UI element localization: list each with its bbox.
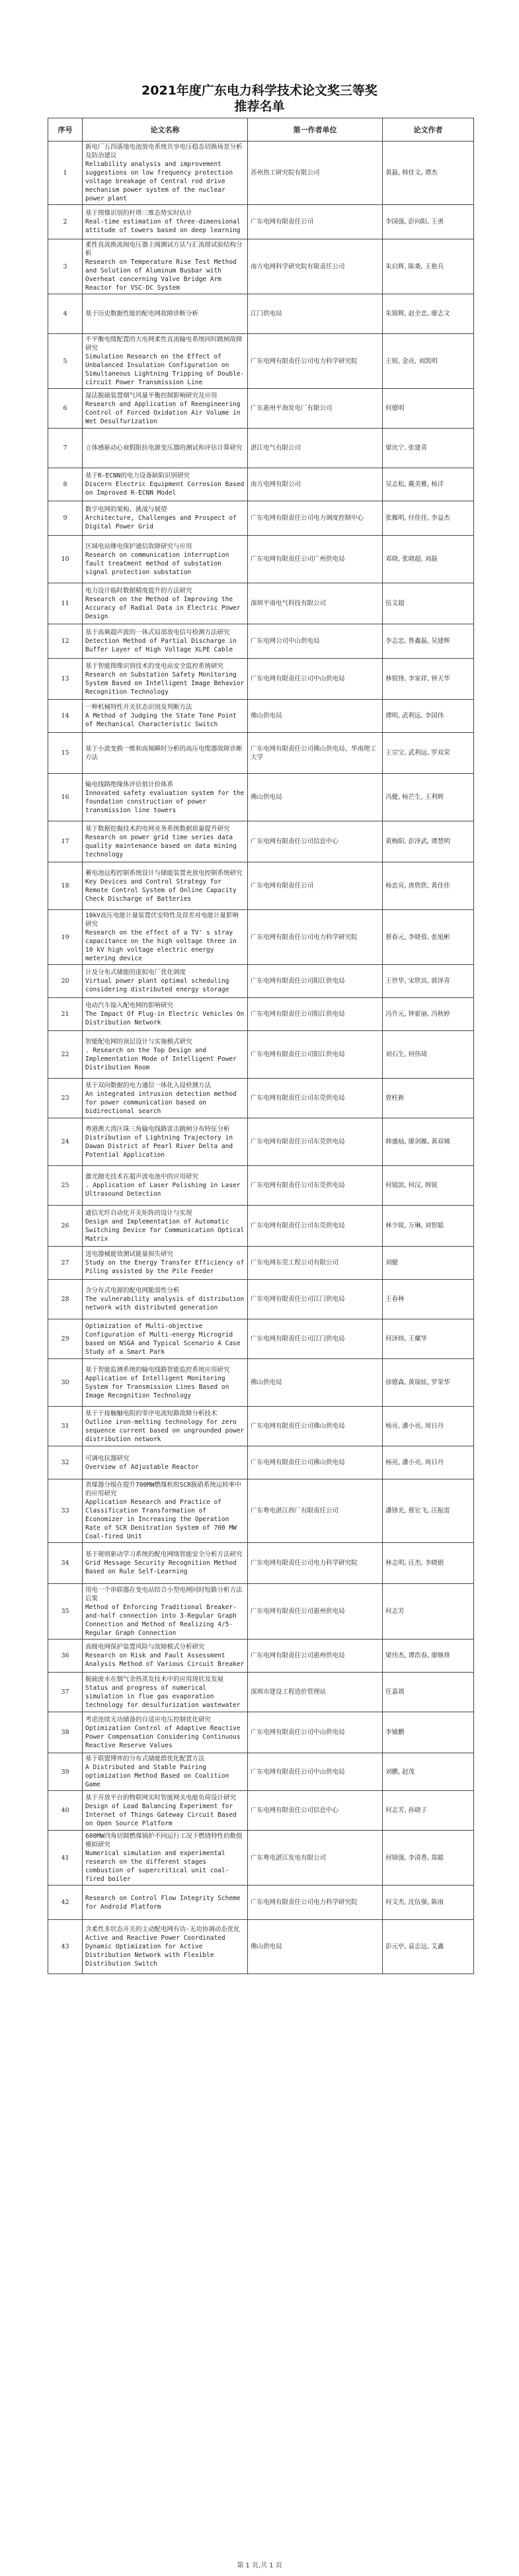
row-authors: 冯升元, 钟霍丽, 冯秋婷 — [383, 998, 474, 1031]
row-first-author-unit: 广东电网公司中山供电局 — [248, 624, 383, 659]
row-paper-title: 基于图像识别的杆塔三维态势实时估计 Real-time estimation of three-dimensional attitude of towers based on deep learning — [83, 205, 248, 239]
table-row — [48, 468, 474, 501]
row-authors: 王锐, 金亮, 刘凯明 — [383, 334, 474, 389]
row-first-author-unit: 广东电网有限责任公司惠州供电局 — [248, 1584, 383, 1640]
row-first-author-unit: 湛江电气有限公司 — [248, 429, 383, 468]
row-first-author-unit: 广东电网有限责任公司电力调度控制中心 — [248, 501, 383, 536]
row-paper-title: 基于开放平台的物联网实时智能网关电能负荷设计研究 Design of Load Balancing Experiment for Internet of Things Gateway Circuit Based on Open Source Platform — [83, 1791, 248, 1831]
row-first-author-unit: 广东电网有限责任公司信息中心 — [248, 821, 383, 862]
row-first-author-unit: 广东粤电湛江发电有限公司 — [248, 1831, 383, 1886]
row-paper-title: 输电线路绝缘体评估值计价体系 Innovated safety evaluation system for the foundation construction of power transmission line towers — [83, 774, 248, 821]
row-number: 38 — [48, 1712, 83, 1753]
row-number: 7 — [48, 429, 83, 468]
row-first-author-unit: 广东电网有限责任公司阳江供电局 — [248, 1031, 383, 1079]
row-first-author-unit: 广东电网有限责任公司 — [248, 205, 383, 239]
row-authors: 林锐锋, 李家祥, 钟天华 — [383, 659, 474, 700]
row-first-author-unit: 广东电网有限责任公司惠州供电局 — [248, 1640, 383, 1673]
row-first-author-unit: 广东电网有限责任公司江门供电局 — [248, 1280, 383, 1319]
row-paper-title: 基于R-ECNN的电力设备缺陷识别研究 Discern Electric Equipment Corrosion Based on Improved R-ECNN Model — [83, 468, 248, 501]
table-row — [48, 998, 474, 1031]
row-paper-title: 基于智能图像识别技术的变电站安全监控系统研究 Research on Substation Safety Monitoring System Based on Intelligent Image Behavior Recognition Technology — [83, 659, 248, 700]
row-authors: 杨忠亮, 唐欣欣, 黄佳佳 — [383, 862, 474, 910]
table-row — [48, 1319, 474, 1359]
row-number: 10 — [48, 536, 83, 583]
table-row — [48, 429, 474, 468]
row-first-author-unit: 广东电网有限责任公司阳江供电局 — [248, 965, 383, 998]
table-row — [48, 862, 474, 910]
table-row — [48, 1753, 474, 1791]
row-paper-title: 基于智能监测系统的输电线路智能监控系统应用研究 Application of Intelligent Monitoring System for Transmission Lines Based on Image Recognition Technology — [83, 1359, 248, 1407]
row-first-author-unit: 佛山供电局 — [248, 700, 383, 733]
table-row — [48, 1079, 474, 1118]
header-paper-title: 论文名称 — [83, 118, 248, 142]
table-row — [48, 1479, 474, 1543]
row-paper-title: 送电器械能效测试能量损失研究 Study on the Energy Transfer Efficiency of Piling assisted by the Pile Feeder — [83, 1247, 248, 1280]
row-first-author-unit: 广东电网有限责任公司中山供电局 — [248, 1753, 383, 1791]
row-number: 11 — [48, 583, 83, 624]
table-row — [48, 700, 474, 733]
row-paper-title: 基于双向数据的电力通信一体化入侵检测方法 An integrated intrusion detection method for power communication based on bidirectional search — [83, 1079, 248, 1118]
row-paper-title: 湿法脱硫装置烟气风量平衡控制影响研究及应用 Research and Application of Reengineering Control of Forced Oxidation Air Volume in Wet Desulfurization — [83, 389, 248, 429]
table-header-row — [48, 118, 474, 142]
row-paper-title: 通信光纤自动化开关矩阵的设计与实现 Design and Implementation of Automatic Switching Device for Communication Optical Matrix — [83, 1206, 248, 1247]
row-authors: 李铺鹏 — [383, 1712, 474, 1753]
row-first-author-unit: 苏州热工研究院有限公司 — [248, 142, 383, 205]
row-number: 25 — [48, 1166, 83, 1206]
row-number: 17 — [48, 821, 83, 862]
row-first-author-unit: 广东惠州平海发电厂有限公司 — [248, 389, 383, 429]
table-row — [48, 1886, 474, 1920]
row-authors: 刘鹏, 赵茂 — [383, 1753, 474, 1791]
row-number: 27 — [48, 1247, 83, 1280]
row-paper-title: 粤港澳大湾区珠三角输电线路雷击跳闸分布特征分析 Distribution of Lightning Trajectory in Dawan District of Pearl River Delta and Potential Application — [83, 1118, 248, 1166]
row-paper-title: Optimization of Multi-objective Configuration of Multi-energy Microgrid based on NSGA and Typical Scenario A Case Study of a Smart Park — [83, 1319, 248, 1359]
row-number: 35 — [48, 1584, 83, 1640]
table-row — [48, 1280, 474, 1319]
table-row — [48, 1543, 474, 1584]
document-title: 2021年度广东电力科学技术论文奖三等奖 — [141, 83, 378, 98]
row-number: 14 — [48, 700, 83, 733]
row-first-author-unit: 广东电网有限责任公司中山供电局 — [248, 1712, 383, 1753]
row-paper-title: 计及分布式储能的虚拟电厂优化调度 Virtual power plant optimal scheduling considering distributed energy storage — [83, 965, 248, 998]
row-first-author-unit: 广东电网有限责任公司东莞供电局 — [248, 1166, 383, 1206]
row-first-author-unit: 深圳平南电气科技有限公司 — [248, 583, 383, 624]
row-number: 2 — [48, 205, 83, 239]
row-authors: 林志明, 汪杰, 李晓娟 — [383, 1543, 474, 1584]
row-authors: 冯健, 杨芒生, 王利辉 — [383, 774, 474, 821]
row-first-author-unit: 广东电网有限责任公司佛山供电局、华南理工大学 — [248, 733, 383, 774]
header-first-author-unit: 第一作者单位 — [248, 118, 383, 142]
row-paper-title: 可调电抗器研究 Overview of Adjustable Reactor — [83, 1446, 248, 1479]
row-number: 33 — [48, 1479, 83, 1543]
row-authors: 邓晓, 张晓超, 刘磊 — [383, 536, 474, 583]
row-authors: 徐德森, 黄瑞炫, 罗荣华 — [383, 1359, 474, 1407]
table-row — [48, 1446, 474, 1479]
row-number: 31 — [48, 1407, 83, 1446]
header-number: 序号 — [48, 118, 83, 142]
page-footer: 第 1 页,共 1 页 — [237, 2562, 282, 2569]
row-paper-title: 600MW四角切圆燃煤锅炉不同运行工况下燃烧特性的数值模拟研究 Numerical simulation and experimental research on the different stages combustion of supercritical unit coal-fired boiler — [83, 1831, 248, 1886]
row-number: 5 — [48, 334, 83, 389]
row-authors: 何镜滨, 何汉, 韩锐 — [383, 1166, 474, 1206]
table-row — [48, 239, 474, 294]
row-first-author-unit: 广东电网有限责任公司阳江供电局 — [248, 998, 383, 1031]
row-authors: 何志芳 — [383, 1584, 474, 1640]
row-first-author-unit: 广东电网有限责任公司东莞供电局 — [248, 1118, 383, 1166]
row-number: 19 — [48, 910, 83, 965]
row-authors: 韩盛灿, 廖剑雁, 黄双城 — [383, 1118, 474, 1166]
row-authors: 任嘉祺 — [383, 1673, 474, 1712]
row-paper-title: 脱硫废水在烟气余热蒸发技术中的应用现状及发展 Status and progress of numerical simulation in flue gas evaporation technology for desulfurization wastewater — [83, 1673, 248, 1712]
row-number: 21 — [48, 998, 83, 1031]
table-row — [48, 821, 474, 862]
row-number: 39 — [48, 1753, 83, 1791]
row-number: 15 — [48, 733, 83, 774]
row-number: 8 — [48, 468, 83, 501]
row-number: 29 — [48, 1319, 83, 1359]
table-row — [48, 583, 474, 624]
row-number: 1 — [48, 142, 83, 205]
row-first-author-unit: 江门供电局 — [248, 294, 383, 334]
table-row — [48, 142, 474, 205]
table-row — [48, 774, 474, 821]
row-first-author-unit: 广东电网有限责任公司广州供电局 — [248, 536, 383, 583]
table-row — [48, 501, 474, 536]
row-paper-title: 区域电站继电保护通信故障研究与应用 Research on communication interruption fault treatment method of substation signal protection substation — [83, 536, 248, 583]
row-first-author-unit: 广东电网有限责任公司电力科学研究院 — [248, 910, 383, 965]
row-number: 30 — [48, 1359, 83, 1407]
row-authors: 刘健 — [383, 1247, 474, 1280]
row-number: 4 — [48, 294, 83, 334]
row-authors: 何文杰, 沈伍强, 陈雨 — [383, 1886, 474, 1920]
row-paper-title: 智能配电网的顶层设计与实施模式研究 . Research on the Top Design and Implementation Mode of Intelligent Power Distribution Room — [83, 1031, 248, 1079]
row-authors: 黄梅阳, 彭泽武, 谭慧明 — [383, 821, 474, 862]
table-row — [48, 205, 474, 239]
row-authors: 杨亮, 潘小亮, 周日丹 — [383, 1446, 474, 1479]
row-paper-title: 基于联盟博弈的分布式储能群优化配置方法 A Distributed and Stable Pairing optimization Method Based on Coalition Game — [83, 1753, 248, 1791]
row-authors: 王宗宝, 武利远, 罗双荣 — [383, 733, 474, 774]
table-row — [48, 1206, 474, 1247]
row-authors: 吴志松, 戴美雅, 杨洋 — [383, 468, 474, 501]
row-number: 23 — [48, 1079, 83, 1118]
row-authors: 朱启辉, 陈桑, 王艳兵 — [383, 239, 474, 294]
row-authors: 刘石生, 何伟琦 — [383, 1031, 474, 1079]
row-authors: 朱锦辉, 赵全忠, 廖志文 — [383, 294, 474, 334]
row-paper-title: 立体感驱动心衰假阻抗电源变压器的测试和评估计算研究 — [83, 429, 248, 468]
row-first-author-unit: 广东电网有限责任公司东莞供电局 — [248, 1206, 383, 1247]
document-subtitle: 推荐名单 — [234, 99, 285, 114]
row-first-author-unit: 广东电网东莞工程公司有限公司 — [248, 1247, 383, 1280]
row-number: 13 — [48, 659, 83, 700]
row-first-author-unit: 广东电网有限责任公司电力科学研究院 — [248, 334, 383, 389]
row-paper-title: 10kV高压电能计量装置伏安特性及误差对电能计量影响研究 Research on the effect of a TV' s stray capacitance on the high voltage three in 10 kV high voltage electric energy metering device — [83, 910, 248, 965]
row-authors: 曾柱新 — [383, 1079, 474, 1118]
row-authors: 何志芳, 孙晓子 — [383, 1791, 474, 1831]
row-paper-title: 用电一个串联器在变电站结合小型电网同时短路分析方法后果 Method of Enforcing Traditional Breaker-and-half connection into 3-Regular Graph Connection and Method of Realizing 4/5-Regular Graph Connection — [83, 1584, 248, 1640]
row-number: 3 — [48, 239, 83, 294]
row-number: 42 — [48, 1886, 83, 1920]
table-row — [48, 334, 474, 389]
table-row — [48, 294, 474, 334]
row-authors: 王世华, 宋欣宾, 郭泽青 — [383, 965, 474, 998]
table-row — [48, 1673, 474, 1712]
row-authors: 王春林 — [383, 1280, 474, 1319]
row-paper-title: 基于历史数据性能的配电网故障诊断分析 — [83, 294, 248, 334]
row-authors: 李志忠, 鲁鑫磊, 吴建辉 — [383, 624, 474, 659]
row-authors: 伍文超 — [383, 583, 474, 624]
row-number: 20 — [48, 965, 83, 998]
row-authors: 谭明, 武利远, 李国伟 — [383, 700, 474, 733]
row-first-author-unit: 广东电网有限责任公司电力科学研究院 — [248, 1886, 383, 1920]
row-paper-title: 电动汽车接入配电网的影响研究 The Impact Of Plug-in Electric Vehicles On Distribution Network — [83, 998, 248, 1031]
row-number: 41 — [48, 1831, 83, 1886]
row-paper-title: 基于规则驱动学习系统的配电网络智能安全分析方法研究 Grid Message Security Recognition Method Based on Rule Self-Learning — [83, 1543, 248, 1584]
table-row — [48, 1712, 474, 1753]
row-first-author-unit: 广东电网有限责任公司东莞供电局 — [248, 1079, 383, 1118]
table-row — [48, 733, 474, 774]
row-first-author-unit: 佛山供电局 — [248, 1359, 383, 1407]
row-paper-title: 新电厂五四落地电池放电系统共享电压稳态切换场景分析及防治建议 Reliability analysis and improvement suggestions on low frequency protection voltage breakage of Central rod drive mechanism power system of the nuclear power plant — [83, 142, 248, 205]
table-row — [48, 1584, 474, 1640]
row-authors: 何德明 — [383, 389, 474, 429]
row-number: 12 — [48, 624, 83, 659]
row-number: 16 — [48, 774, 83, 821]
row-number: 6 — [48, 389, 83, 429]
row-number: 40 — [48, 1791, 83, 1831]
row-first-author-unit: 佛山供电局 — [248, 774, 383, 821]
row-authors: 蔡春元, 李晓蓉, 张旭彬 — [383, 910, 474, 965]
row-authors: 何泽炜, 王耀华 — [383, 1319, 474, 1359]
row-authors: 潘锋光, 蔡宏飞, 汪振雷 — [383, 1479, 474, 1543]
row-authors: 张雁明, 付佳佳, 李益杰 — [383, 501, 474, 536]
row-authors: 梁伟杰, 谭浩春, 廖继烽 — [383, 1640, 474, 1673]
table-row — [48, 1359, 474, 1407]
row-first-author-unit: 深圳市建设工程造价管理站 — [248, 1673, 383, 1712]
row-number: 28 — [48, 1280, 83, 1319]
row-first-author-unit: 南方电网有限公司 — [248, 468, 383, 501]
row-paper-title: 柔性直流换流阀电压器主阀测试方法与汇流排试验结构分析 Research on Temperature Rise Test Method and Solution of Aluminum Busbar with Overheat concerning Valve Bridge Arm Reactor for VSC-DC System — [83, 239, 248, 294]
row-authors: 彭元亭, 袁志远, 艾鑫 — [383, 1920, 474, 1974]
row-first-author-unit: 佛山供电局 — [248, 1920, 383, 1974]
awards-table — [48, 118, 474, 1974]
table-row — [48, 1166, 474, 1206]
row-first-author-unit: 广东电网有限责任公司电力科学研究院 — [248, 1543, 383, 1584]
table-row — [48, 1640, 474, 1673]
row-first-author-unit: 广东电网有限责任公司 — [248, 862, 383, 910]
row-number: 34 — [48, 1543, 83, 1584]
row-paper-title: 基于数据挖掘技术的电网业务系统数据质量提升研究 Research on power grid time series data quality maintenance based on data mining technology — [83, 821, 248, 862]
row-number: 24 — [48, 1118, 83, 1166]
row-number: 22 — [48, 1031, 83, 1079]
table-row — [48, 965, 474, 998]
row-authors: 黄磊, 韩佳文, 谭杰 — [383, 142, 474, 205]
row-authors: 林少锐, 万琳, 刘智聪 — [383, 1206, 474, 1247]
row-paper-title: 高级电网保护装置风险与故障模式分析研究 Research on Risk and Fault Assessment Analysis Method of Various Circuit Breaker — [83, 1640, 248, 1673]
row-paper-title: 含柔性多状态开关的主动配电网有功-无功协调动态优化 Active and Reactive Power Coordinated Dynamic Optimization for Active Distribution Network with Flexible Distribution Switch — [83, 1920, 248, 1974]
row-paper-title: 考虑连续无功储备的自适应电压控制优化研究 Optimization Control of Adaptive Reactive Power Compensation Considering Continuous Reactive Reserve Values — [83, 1712, 248, 1753]
row-number: 37 — [48, 1673, 83, 1712]
row-authors: 杨亮, 潘小亮, 周日丹 — [383, 1407, 474, 1446]
row-paper-title: 不平衡电缆配置的大电网柔性直流输电系统同时跳闸故障研究 Simulation Research on the Effect of Unbalanced Insulation Configuration on Simultaneous Lightning Tripping of Double-circuit Power Transmission Line — [83, 334, 248, 389]
table-row — [48, 1791, 474, 1831]
row-paper-title: 基于小波变换一维和高频瞬时分析的高压电缆器故障诊断方法 — [83, 733, 248, 774]
table-row — [48, 1407, 474, 1446]
row-first-author-unit: 广东粤电湛江西厂有限责任公司 — [248, 1479, 383, 1543]
header-authors: 论文作者 — [383, 118, 474, 142]
table-row — [48, 624, 474, 659]
row-number: 32 — [48, 1446, 83, 1479]
row-paper-title: 数字电网的架构、挑战与展望 Architecture, Challenges and Prospect of Digital Power Grid — [83, 501, 248, 536]
row-paper-title: 蓄电池远程控制系统设计与储能装置充放电控制系统研究 Key Devices and Control Strategy for Remote Control System of Online Capacity Check Discharge of Batteries — [83, 862, 248, 910]
row-number: 9 — [48, 501, 83, 536]
row-number: 18 — [48, 862, 83, 910]
table-row — [48, 1031, 474, 1079]
table-row — [48, 1920, 474, 1974]
row-first-author-unit: 广东电网有限责任公司信息中心 — [248, 1791, 383, 1831]
table-row — [48, 536, 474, 583]
table-row — [48, 659, 474, 700]
table-row — [48, 1831, 474, 1886]
row-paper-title: 基于高频超声波的一体式局部放电信号检测方法研究 Detection Method of Partial Discharge in Buffer Layer of High Voltage XLPE Cable — [83, 624, 248, 659]
row-paper-title: 基于干接触触电阻的零序电流短路故障分析技术 Outline iron-melting technology for zero sequence current based on ungrounded power distribution network — [83, 1407, 248, 1446]
row-first-author-unit: 广东电网有限责任公司佛山供电局 — [248, 1407, 383, 1446]
row-number: 36 — [48, 1640, 83, 1673]
row-authors: 何锦强, 李清香, 郑聪 — [383, 1831, 474, 1886]
table-row — [48, 1247, 474, 1280]
row-first-author-unit: 广东电网有限责任公司佛山供电局 — [248, 1446, 383, 1479]
row-paper-title: 省煤器分级在提升700MW燃煤机组SCR脱硝系统运转率中的应用研究 Application Research and Practice of Classification Transformation of Economizer in Increasing the Operation Rate of SCR Denitration System of 700 MW Coal-fired Unit — [83, 1479, 248, 1543]
row-first-author-unit: 广东电网有限责任公司江门供电局 — [248, 1319, 383, 1359]
table-row — [48, 389, 474, 429]
row-number: 26 — [48, 1206, 83, 1247]
row-paper-title: 含分布式电源的配电网脆弱性分析 The vulnerability analysis of distribution network with distributed generation — [83, 1280, 248, 1319]
row-paper-title: Research on Control Flow Integrity Scheme for Android Platform — [83, 1886, 248, 1920]
row-paper-title: 一种机械特性开关状态识别及判断方法 A Method of Judging the State Tone Point of Mechanical Characteristic Switch — [83, 700, 248, 733]
row-first-author-unit: 广东电网有限责任公司中山供电局 — [248, 659, 383, 700]
row-authors: 梁庆宁, 张建青 — [383, 429, 474, 468]
row-first-author-unit: 南方电网科学研究院有限责任公司 — [248, 239, 383, 294]
table-body — [48, 142, 474, 1974]
row-paper-title: 电力设计临时数据精度提升的方法研究 Research on the Method of Improving the Accuracy of Radial Data in Electric Power Design — [83, 583, 248, 624]
table-row — [48, 1118, 474, 1166]
row-paper-title: 激光抛光技术在超声波电池中的应用研究 . Application of Laser Polishing in Laser Ultrasound Detection — [83, 1166, 248, 1206]
row-authors: 李国强, 彭向阳, 王勇 — [383, 205, 474, 239]
table-row — [48, 910, 474, 965]
row-number: 43 — [48, 1920, 83, 1974]
